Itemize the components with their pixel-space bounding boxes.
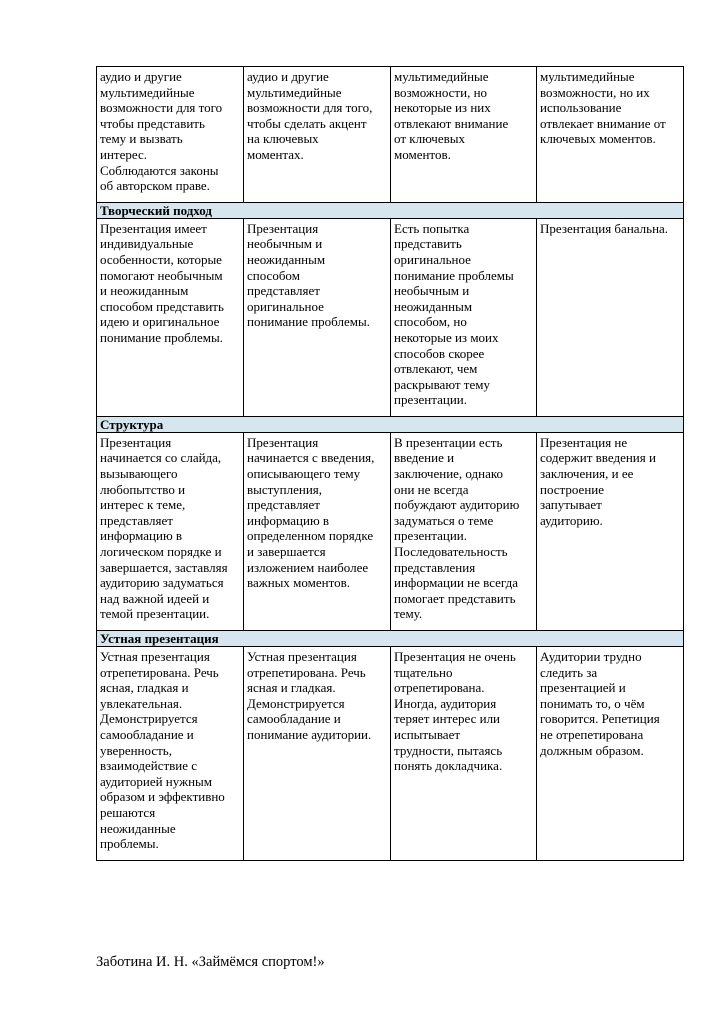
table-cell: Презентация банальна.	[537, 218, 684, 416]
section-title: Творческий подход	[97, 202, 684, 218]
table-cell: аудио и другие мультимедийные возможности для того, чтобы сделать акцент на ключевых моментах.	[244, 67, 391, 203]
page-footer: Заботина И. Н. «Займёмся спортом!»	[96, 954, 325, 970]
table-cell: В презентации есть введение и заключение, однако они не всегда побуждают аудиторию задуматься о теме презентации. Последовательность представления информации не всегда помогает представить тему.	[391, 432, 537, 630]
table-cell: Презентация не содержит введения и заключения, и ее построение запутывает аудиторию.	[537, 432, 684, 630]
table-row	[97, 432, 684, 630]
section-header-structure	[97, 416, 684, 432]
section-title: Структура	[97, 416, 684, 432]
section-header-creative	[97, 202, 684, 218]
section-title: Устная презентация	[97, 631, 684, 647]
table-cell: мультимедийные возможности, но некоторые из них отвлекают внимание от ключевых моментов.	[391, 67, 537, 203]
table-cell: Презентация не очень тщательно отрепетирована. Иногда, аудитория теряет интерес или испытывает трудности, пытаясь понять докладчика.	[391, 647, 537, 861]
table-cell: Есть попытка представить оригинальное понимание проблемы необычным и неожиданным способом, но некоторые из моих способов скорее отвлекают, чем раскрывают тему презентации.	[391, 218, 537, 416]
table-cell: Устная презентация отрепетирована. Речь ясная и гладкая. Демонстрируется самообладание и понимание аудитории.	[244, 647, 391, 861]
table-cell: Презентация начинается со слайда, вызывающего любопытство и интерес к теме, представляет информацию в логическом порядке и завершается, заставляя аудиторию задуматься над важной идеей и темой презентации.	[97, 432, 244, 630]
table-cell: аудио и другие мультимедийные возможности для того чтобы представить тему и вызвать интерес. Соблюдаются законы об авторском праве.	[97, 67, 244, 203]
section-header-oral	[97, 631, 684, 647]
rubric-table	[96, 66, 684, 861]
table-cell: Презентация начинается с введения, описывающего тему выступления, представляет информацию в определенном порядке и завершается изложением наиболее важных моментов.	[244, 432, 391, 630]
table-row	[97, 647, 684, 861]
table-row	[97, 67, 684, 203]
table-cell: Презентация необычным и неожиданным способом представляет оригинальное понимание проблемы.	[244, 218, 391, 416]
table-cell: мультимедийные возможности, но их использование отвлекает внимание от ключевых моментов.	[537, 67, 684, 203]
table-cell: Презентация имеет индивидуальные особенности, которые помогают необычным и неожиданным способом представить идею и оригинальное понимание проблемы.	[97, 218, 244, 416]
table-cell: Аудитории трудно следить за презентацией и понимать то, о чём говорится. Репетиция не отрепетирована должным образом.	[537, 647, 684, 861]
table-row	[97, 218, 684, 416]
table-cell: Устная презентация отрепетирована. Речь ясная, гладкая и увлекательная. Демонстрируется самообладание и уверенность, взаимодействие с аудиторией нужным образом и эффективно решаются неожиданные проблемы.	[97, 647, 244, 861]
